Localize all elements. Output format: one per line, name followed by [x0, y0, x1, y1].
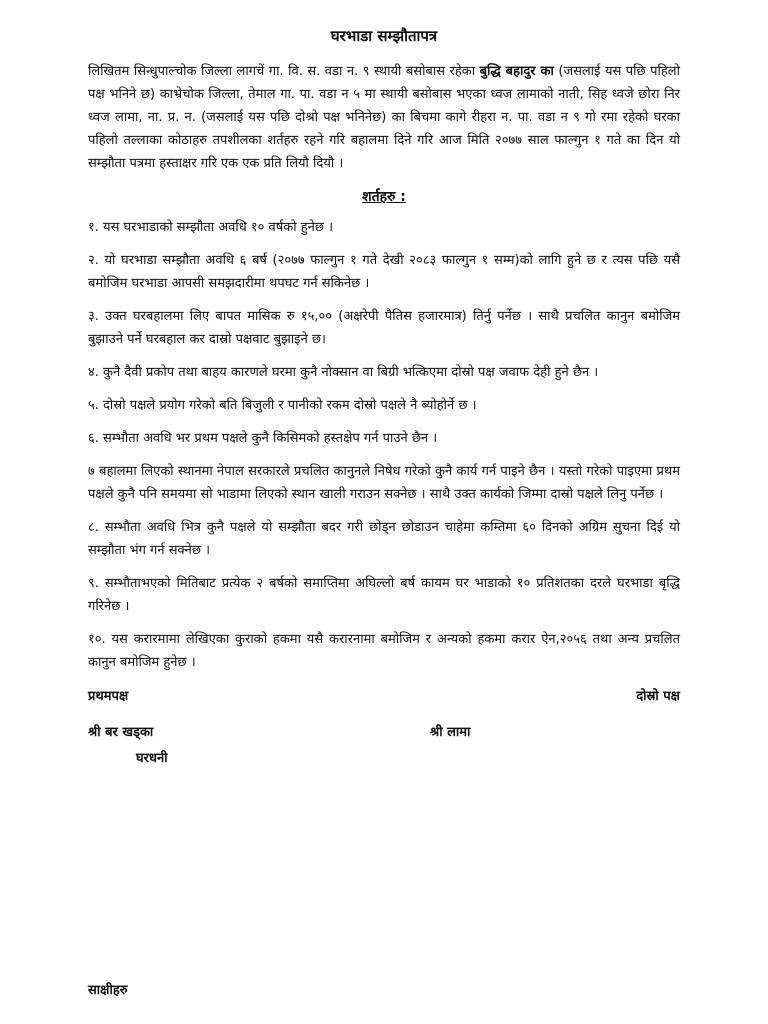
intro-text-rest: (जसलाई यस पछि पहिलो पक्ष भनिने छ) काभ्रेचोक जिल्ला, तेमाल गा. पा. वडा न ५ मा स्थायी बसोबास भएका ध्वज लामाको नाती, सिह ध्वजे छोरा निर ध्वज लामा, ना. प्र. न. (जसलाई यस पछि दोश्रो पक्ष भनिनेछ) का बिचमा कागे रीहरा न. पा. वडा न ९ गो रमा रहेको घरका पहिलो तल्लाका कोठाहरु तपशीलका शर्तहरु रहने गरि बहालमा दिने गरि आज मिति २०७७ साल फाल्गुन १ गते का दिन यो सम्झौता पत्रमा हस्ताक्षर गरि एक एक प्रति लियौ दियौ । — [88, 64, 680, 171]
clause-5: ५. दोस्रो पक्षले प्रयोग गरेको बति बिजुली र पानीको रकम दोस्रो पक्षले नै ब्योहोर्ने छ । — [88, 398, 477, 413]
clause-7: ७ बहालमा लिएको स्थानमा नेपाल सरकारले प्रचलित कानुनले निषेध गरेको कुनै कार्य गर्न पाइने छैन । यस्तो गरेको पाइएमा प्रथम पक्षले कुनै पनि समयमा सो भाडामा लिएको स्थान खाली गराउन सक्नेछ । साथै उक्त कार्यको जिम्मा दास्रो पक्षले लिनु पर्नेछ । — [88, 464, 680, 502]
clause-2: २. यो घरभाडा सम्झौता अवधि ६ बर्ष (२०७७ फाल्गुन १ गते देखी २०८३ फाल्गुन १ सम्म)को लागि हुने छ र त्यस पछि यसै बमोजिम घरभाडा आपसी समझदारीमा थपघट गर्न सकिनेछ । — [88, 253, 680, 291]
clause-9: ९. सम्भौताभएको मितिबाट प्रत्येक २ बर्षको समाप्तिमा अघिल्लो बर्ष कायम घर भाडाको १० प्रतिशतका दरले घरभाडा बृद्धि गरिनेछ । — [88, 576, 680, 614]
intro-text-start: लिखितम सिन्धुपाल्चोक जिल्ला लागचें गा. वि. स. वडा न. ९ स्थायी बसोबास रहेका — [88, 64, 480, 79]
clause-3: ३. उक्त घरबहालमा लिए बापत मासिक रु १५,०० (अक्षरेपी पैतिस हजारमात्र) तिर्नु पर्नेछ । साथै प्रचलित कानुन बमोजिम बुझाउने पर्ने घरबहाल कर दास्रो पक्षवाट बुझाइने छ। — [88, 309, 680, 347]
party-names-row — [88, 722, 680, 748]
terms-heading: शर्तहरु : — [362, 189, 406, 205]
intro-paragraph — [88, 60, 680, 175]
first-party-role: घरधनी — [136, 751, 168, 766]
clause-8: ८. सम्भौता अवधि भित्र कुनै पक्षले यो सम्झौता बदर गरी छोड्न छोडाउन चाहेमा कम्तिमा ६० दिनको अग्रिम सुचना दिई यो सम्झौता भंग गर्न सक्नेछ । — [88, 520, 680, 558]
first-party-signature-name: श्री बर खड्का — [88, 725, 154, 740]
second-party-signature-name: श्री लामा — [430, 725, 471, 740]
second-party-label: दोस्रो पक्ष — [636, 689, 680, 704]
clause-4: ४. कुनै दैवी प्रकोप तथा बाहय कारणले घरमा कुनै नोक्सान वा बिग्री भत्किएमा दोस्रो पक्ष जवाफ देही हुने छैन । — [88, 365, 599, 380]
clause-10: १०. यस करारमामा लेखिएका कुराको हकमा यसै करारनामा बमोजिम र अन्यको हकमा करार ऐन,२०५६ तथा अन्य प्रचलित कानुन बमोजिम हुनेछ । — [88, 632, 680, 670]
party-role-row — [88, 748, 680, 774]
first-party-label: प्रथमपक्ष — [88, 689, 129, 704]
document-title: घरभाडा सम्झौतापत्र — [330, 27, 438, 45]
party-labels-row — [88, 686, 680, 712]
clause-1: १. यस घरभाडाको सम्झौता अवधि १० वर्षको हुनेछ । — [88, 220, 334, 235]
witnesses-label: साक्षीहरु — [88, 983, 128, 998]
first-party-name-inline: बुद्धि बहादुर का — [479, 64, 554, 79]
clause-6: ६. सम्भौता अवधि भर प्रथम पक्षले कुनै किसिमको हस्तक्षेप गर्न पाउने छैन । — [88, 431, 438, 446]
